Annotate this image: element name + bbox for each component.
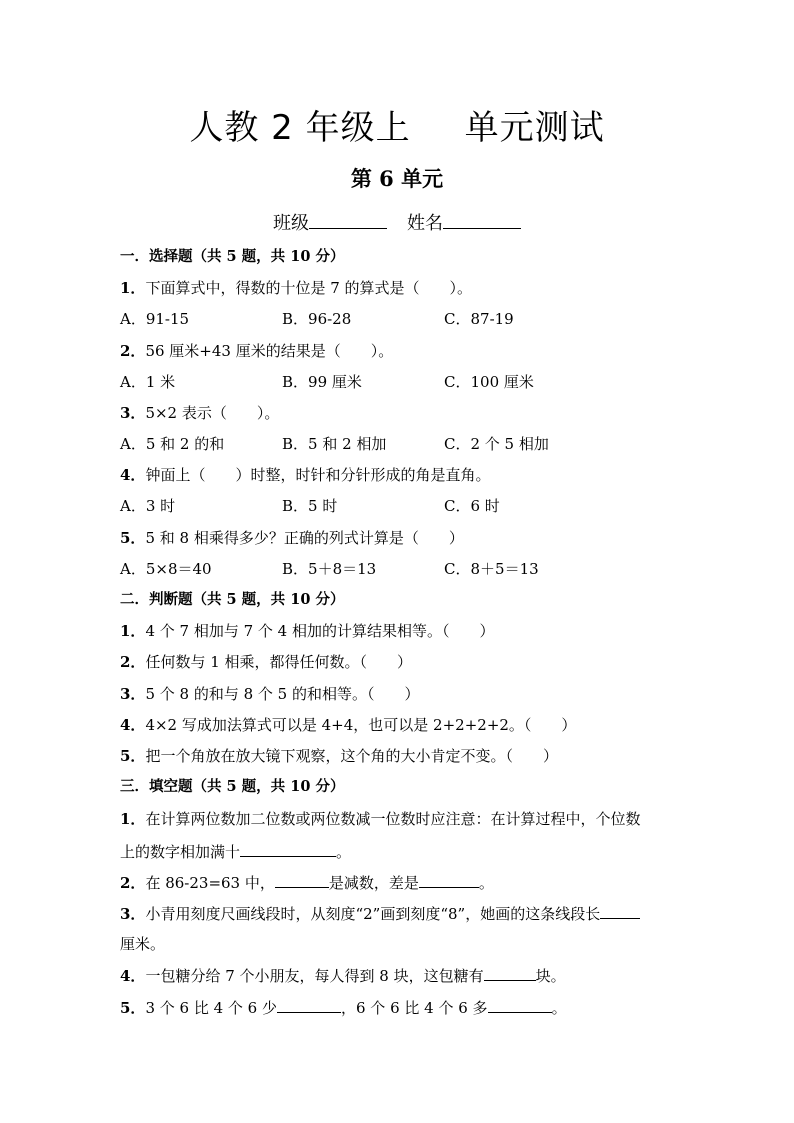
question-text: 4×2 写成加法算式可以是 4+4，也可以是 2+2+2+2。（ ） [145, 716, 577, 734]
section-heading-judge: 二．判断题（共 5 题，共 10 分） [120, 591, 345, 608]
option-b[interactable]: B．99 厘米 [282, 373, 362, 391]
choice-options [120, 495, 680, 517]
name-label: 姓名 [407, 213, 443, 234]
option-c[interactable]: C．8＋5＝13 [444, 560, 539, 578]
section-heading-fill: 三．填空题（共 5 题，共 10 分） [120, 778, 345, 795]
question-text: 在计算两位数加二位数或两位数减一位数时应注意：在计算过程中，个位数 [145, 810, 641, 828]
question-text: 任何数与 1 相乘，都得任何数。（ ） [145, 653, 413, 671]
choice-question [120, 527, 680, 549]
question-text: 在 86-23=63 中， [145, 874, 275, 892]
question-text: 把一个角放在放大镜下观察，这个角的大小肯定不变。（ ） [145, 747, 558, 765]
question-text: 5 和 8 相乘得多少？正确的列式计算是（ ） [145, 529, 464, 547]
fill-question [120, 902, 680, 925]
question-number: 4． [120, 967, 146, 985]
choice-options [120, 433, 680, 455]
question-number: 5． [120, 747, 146, 765]
question-text: 一包糖分给 7 个小朋友，每人得到 8 块，这包糖有 [145, 967, 484, 985]
fill-question-continued [120, 933, 680, 955]
question-text: 下面算式中，得数的十位是 7 的算式是（ ）。 [145, 279, 473, 297]
judge-question [120, 714, 680, 736]
answer-blank[interactable] [277, 996, 341, 1013]
question-number: 2． [120, 653, 146, 671]
question-number: 3． [120, 905, 146, 923]
fill-question [120, 808, 680, 830]
answer-blank[interactable] [600, 902, 640, 919]
option-a[interactable]: A．5×8＝40 [120, 560, 212, 578]
answer-blank[interactable] [275, 871, 329, 888]
question-text: 3 个 6 比 4 个 6 少 [145, 999, 277, 1017]
option-a[interactable]: A．91-15 [120, 310, 190, 328]
unit-subtitle: 第 6 单元 [350, 166, 444, 191]
question-text: 。 [478, 874, 494, 892]
question-text: ，6 个 6 比 4 个 6 多 [341, 999, 488, 1017]
question-text: 上的数字相加满十 [120, 843, 241, 861]
question-text: 4 个 7 相加与 7 个 4 相加的计算结果相等。（ ） [145, 622, 495, 640]
question-text: 小青用刻度尺画线段时，从刻度“2”画到刻度“8”，她画的这条线段长 [145, 905, 601, 923]
title-grade: 人教 2 年级上 [189, 108, 411, 148]
question-text: 钟面上（ ）时整，时针和分针形成的角是直角。 [145, 466, 491, 484]
question-number: 2． [120, 342, 146, 360]
question-text: 56 厘米+43 厘米的结果是（ ）。 [145, 342, 394, 360]
judge-question [120, 745, 680, 767]
answer-blank[interactable] [240, 840, 336, 857]
option-c[interactable]: C．6 时 [444, 497, 500, 515]
option-b[interactable]: B．5 和 2 相加 [282, 435, 387, 453]
option-a[interactable]: A．1 米 [120, 373, 176, 391]
fill-question [120, 996, 680, 1019]
option-b[interactable]: B．96-28 [282, 310, 352, 328]
section-heading-choice: 一．选择题（共 5 题，共 10 分） [120, 248, 345, 265]
choice-options [120, 308, 680, 330]
option-a[interactable]: A．5 和 2 的和 [120, 435, 225, 453]
option-c[interactable]: C．87-19 [444, 310, 514, 328]
judge-question [120, 651, 680, 673]
class-blank[interactable] [309, 208, 387, 229]
option-b[interactable]: B．5 时 [282, 497, 338, 515]
name-blank[interactable] [443, 208, 521, 229]
question-number: 3． [120, 404, 146, 422]
fill-question [120, 964, 680, 987]
question-text: 。 [336, 843, 352, 861]
question-text: 块。 [535, 967, 566, 985]
judge-question [120, 683, 680, 705]
question-text: 5×2 表示（ ）。 [145, 404, 280, 422]
question-number: 1． [120, 279, 146, 297]
title-test: 单元测试 [464, 108, 605, 148]
choice-options [120, 371, 680, 393]
question-text: 是减数，差是 [328, 874, 419, 892]
question-number: 1． [120, 622, 146, 640]
choice-question [120, 402, 680, 424]
option-a[interactable]: A．3 时 [120, 497, 176, 515]
student-info [0, 208, 794, 239]
question-text: 5 个 8 的和与 8 个 5 的和相等。（ ） [145, 685, 420, 703]
question-number: 4． [120, 716, 146, 734]
answer-blank[interactable] [488, 996, 552, 1013]
option-c[interactable]: C．100 厘米 [444, 373, 534, 391]
question-number: 1． [120, 810, 146, 828]
question-number: 3． [120, 685, 146, 703]
question-number: 5． [120, 999, 146, 1017]
choice-question [120, 340, 680, 362]
page-title [0, 104, 794, 152]
question-number: 2． [120, 874, 146, 892]
choice-question [120, 464, 680, 486]
question-text: 。 [551, 999, 567, 1017]
answer-blank[interactable] [419, 871, 479, 888]
option-c[interactable]: C．2 个 5 相加 [444, 435, 549, 453]
fill-question [120, 871, 680, 894]
option-b[interactable]: B．5＋8＝13 [282, 560, 377, 578]
question-number: 5． [120, 529, 146, 547]
question-number: 4． [120, 466, 146, 484]
choice-options [120, 558, 680, 580]
answer-blank[interactable] [484, 964, 536, 981]
question-text: 厘米。 [120, 935, 166, 953]
judge-question [120, 620, 680, 642]
class-label: 班级 [273, 213, 309, 234]
choice-question [120, 277, 680, 299]
fill-question-continued [120, 840, 680, 863]
